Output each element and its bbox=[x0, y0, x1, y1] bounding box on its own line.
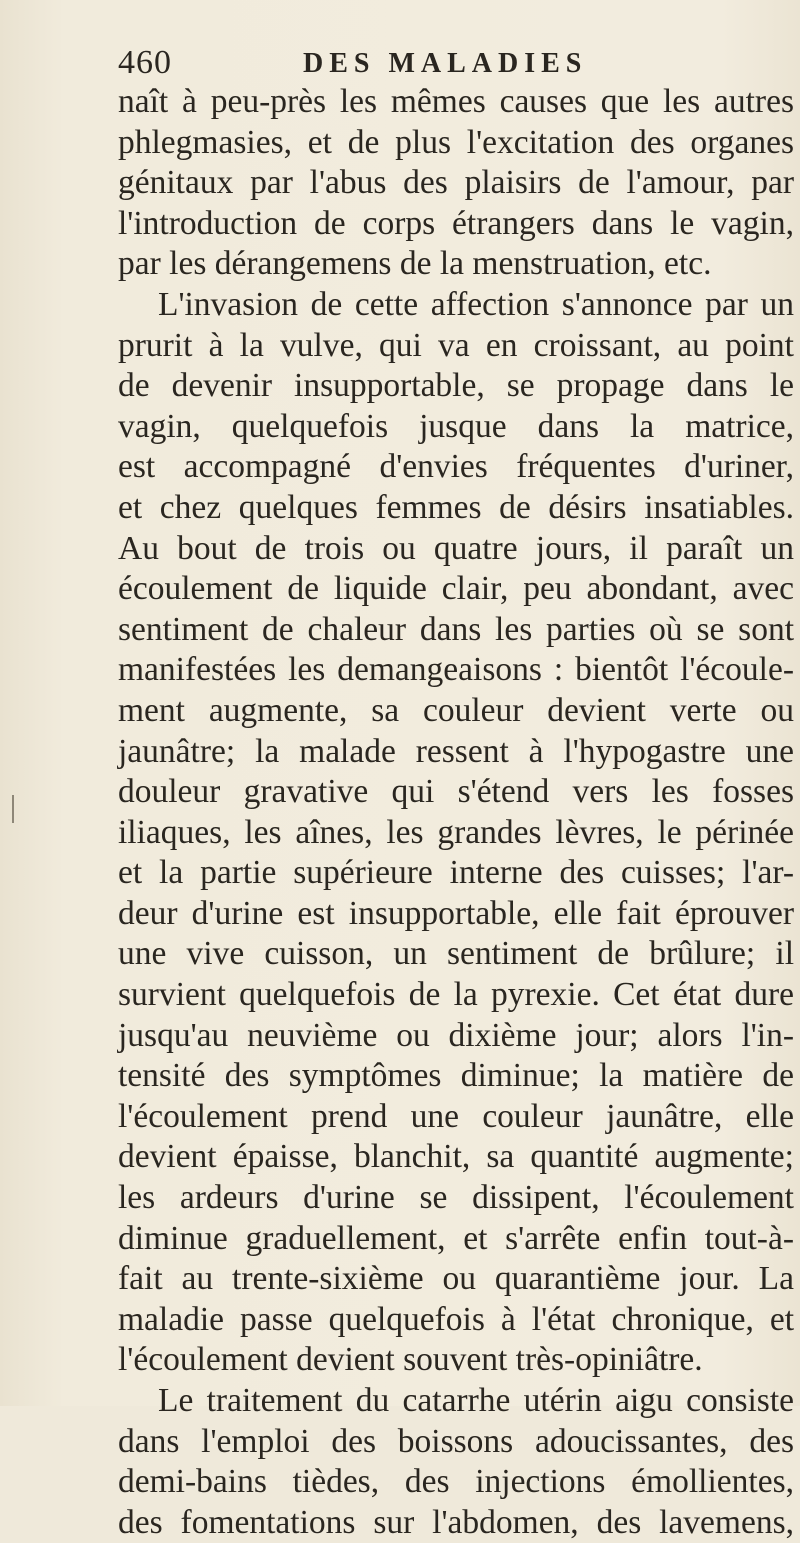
text-line: jusqu'au neuvième ou dixième jour; alors l'in- bbox=[118, 1016, 794, 1054]
text-line: sentiment de chaleur dans les parties où se sont bbox=[118, 610, 794, 648]
text-line: tensité des symptômes diminue; la matière de bbox=[118, 1057, 794, 1095]
text-line: Le traitement du catarrhe utérin aigu consiste bbox=[158, 1382, 794, 1419]
text-line: L'invasion de cette affection s'annonce par un bbox=[158, 285, 794, 323]
text-line: fait au trente-sixième ou quarantième jour. La bbox=[118, 1260, 794, 1298]
text-line: phlegmasies, et de plus l'excitation des organes bbox=[118, 123, 794, 161]
text-line: et la partie supérieure interne des cuisses; l'ar- bbox=[118, 854, 794, 892]
text-line: écoulement de liquide clair, peu abondant, avec bbox=[118, 570, 794, 608]
text-line: maladie passe quelquefois à l'état chronique, et bbox=[118, 1300, 794, 1338]
text-line: Au bout de trois ou quatre jours, il paraît un bbox=[118, 529, 794, 567]
text-line: par les dérangemens de la menstruation, etc. bbox=[118, 245, 712, 283]
text-line: naît à peu-près les mêmes causes que les autres bbox=[118, 83, 794, 120]
running-title: DES MALADIES bbox=[303, 48, 588, 79]
text-line: douleur gravative qui s'étend vers les fosses bbox=[118, 773, 794, 811]
text-line: dans l'emploi des boissons adoucissantes, des bbox=[118, 1422, 794, 1460]
text-line: une vive cuisson, un sentiment de brûlure; il bbox=[118, 935, 794, 973]
page-number: 460 bbox=[118, 44, 172, 81]
text-line: survient quelquefois de la pyrexie. Cet état dure bbox=[118, 976, 794, 1014]
page-header bbox=[118, 44, 778, 84]
text-line: est accompagné d'envies fréquentes d'uriner, bbox=[118, 448, 794, 486]
text-line: les ardeurs d'urine se dissipent, l'écoulement bbox=[118, 1179, 794, 1217]
text-line: jaunâtre; la malade ressent à l'hypogastre une bbox=[118, 732, 794, 770]
text-line: prurit à la vulve, qui va en croissant, au point bbox=[118, 326, 794, 364]
text-line: des fomentations sur l'abdomen, des lavemens, bbox=[118, 1503, 794, 1541]
text-line: diminue graduellement, et s'arrête enfin tout-à- bbox=[118, 1219, 794, 1257]
text-line: génitaux par l'abus des plaisirs de l'amour, par bbox=[118, 164, 794, 202]
text-line: l'écoulement prend une couleur jaunâtre, elle bbox=[118, 1097, 794, 1135]
text-line: devient épaisse, blanchit, sa quantité augmente; bbox=[118, 1138, 794, 1176]
text-line: l'introduction de corps étrangers dans le vagin, bbox=[118, 204, 794, 242]
text-line: deur d'urine est insupportable, elle fait éprouver bbox=[118, 894, 794, 932]
text-line: iliaques, les aînes, les grandes lèvres, le périnée bbox=[118, 813, 794, 851]
text-line: demi-bains tièdes, des injections émollientes, bbox=[118, 1463, 794, 1501]
text-line: manifestées les demangeaisons : bientôt l'écoule- bbox=[118, 651, 794, 689]
text-line: et chez quelques femmes de désirs insatiables. bbox=[118, 488, 794, 526]
text-line: ment augmente, sa couleur devient verte ou bbox=[118, 691, 794, 729]
body-text bbox=[118, 82, 794, 1543]
text-line: de devenir insupportable, se propage dans le bbox=[118, 367, 794, 405]
text-line: vagin, quelquefois jusque dans la matrice, bbox=[118, 407, 794, 445]
text-line: l'écoulement devient souvent très-opiniâtre. bbox=[118, 1341, 703, 1379]
margin-mark bbox=[12, 795, 14, 823]
